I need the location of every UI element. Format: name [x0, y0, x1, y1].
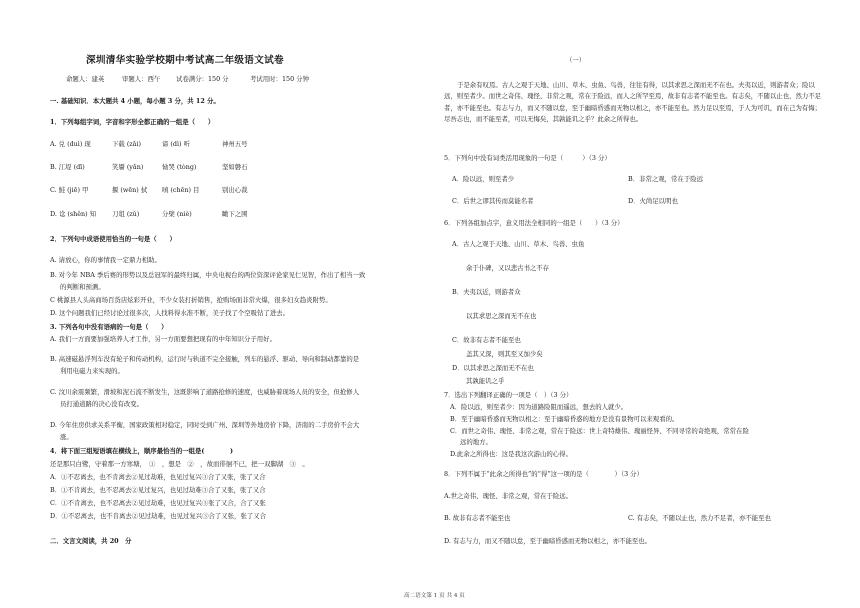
q3-option-c-cont: 员打通道路的决心没有改变。 [60, 400, 144, 408]
q1-c-c2: 揠 (wēn) 拭 [112, 186, 148, 194]
q6-option-d-pair: 其孰能讥之乎 [466, 377, 505, 385]
q8-option-d: D. 有志与力，而又不随以怠，至于幽暗昏惑而无物以相之，亦不能至也。 [444, 537, 652, 545]
q7-option-d: D.此余之所得也：这是我这次游山的心得。 [450, 450, 572, 458]
q1-d-c4: 瞰下之围 [222, 210, 248, 218]
q4-option-a: A．①不忍离去，也不肯离去②见过劫难，也见过复兴③合了又张，张了又合 [50, 473, 266, 481]
q3-option-c: C. 汶川余震频繁，滑坡和泥石流不断发生，这既影响了道路抢修的速度，也威胁着现场人员的安全，但抢修人 [50, 388, 360, 396]
meta-reviewer: 审题人：西午 [122, 75, 161, 83]
q2-option-c: C 桃源县人头高商场百货店炫彩开业，不少女装打折销售，抢购场面非常火爆，很多妇女趋炎附势。 [50, 296, 332, 304]
q1-b-c2: 笑靥 (yǎn) [112, 163, 144, 171]
q2-option-a: A. 请放心，你的事情我一定鼎力相助。 [50, 256, 161, 264]
q1-stem: 1．下列每组字词，字音和字形全都正确的一组是（ ） [50, 118, 215, 126]
q7-option-b: B．至于幽暗昏惑而无物以相之：至于幽暗昏惑的地方是没有景物可以来观看的。 [450, 415, 679, 423]
q4-passage: 还是那只白鹭，守着那一方寒塘， ① ，想是 ② ，故而徘徊不已，把一双脚湖 ③ 。 [50, 460, 309, 468]
q6-option-c-pair: 盖其又深，则其至又加少矣 [466, 350, 543, 358]
section-1-heading: 一. 基础知识．本大题共 4 小题，每小题 3 分，共 12 分。 [50, 97, 220, 105]
q6-option-c: C．故非有志者不能至也 [452, 336, 521, 344]
q1-d-c3: 分檗 (niè) [162, 210, 192, 218]
q3-option-d: D. 今年住房供求关系平衡，国家政策相对稳定，同时受到广州、深圳等外地房价下降，济南的二手房价不会大 [50, 421, 360, 429]
q7-option-a: A．险以远，则至者少：因为道路险阻而遥远，想去的人就少。 [450, 403, 628, 411]
q2-stem: 2．下列句中成语使用恰当的一句是（ ） [50, 235, 176, 243]
page-footer: 高二语文第 1 页 共 4 页 [404, 593, 465, 599]
q8-option-c: C. 有志矣，不随以止也，然力不足者，亦不能至也 [628, 514, 771, 522]
q6-option-a-pair: 余于仆碑，又以悲古书之不存 [466, 264, 550, 272]
q2-option-b-cont: 的判断和预测。 [60, 283, 105, 291]
meta-author: 命题人：建英 [66, 75, 105, 83]
q6-option-a: A．古人之观于天地、山川、草木、鸟兽、虫鱼 [452, 240, 585, 248]
q1-b-c1: B. 江堤 (dī) [50, 163, 85, 171]
q5-stem: 5．下列句中没有词类活用现象的一句是（ ）（3 分） [444, 154, 611, 162]
q3-stem: 3. 下列各句中没有语病的一句是（ ） [50, 323, 168, 331]
q5-option-c: C．后世之谬其传而莫能名者 [452, 197, 534, 205]
q8-stem: 8．下列不属于“此余之所得也”的“得”这一项的是（ ）（3 分） [444, 470, 643, 478]
q5-option-b: B．非常之观，常在于险远 [628, 175, 703, 183]
q8-option-b: B. 故非有志者不能至也 [444, 514, 511, 522]
meta-time: 考试用时：150 分钟 [250, 75, 309, 83]
q3-option-b-cont: 利用电磁力来实现的。 [60, 367, 124, 375]
exam-title: 深圳清华实验学校期中考试高二年级语文试卷 [86, 55, 284, 66]
q5-option-a: A．险以远，则至者少 [452, 175, 515, 183]
q6-option-d: D．以其求思之深而无不在也 [452, 364, 534, 372]
left-column [0, 0, 420, 608]
q1-d-c1: D. 谂 (shěn) 知 [50, 210, 97, 218]
q1-c-c3: 嗔 (chēn) 目 [162, 186, 200, 194]
q1-a-c4: 神州五号 [222, 140, 248, 148]
q8-option-a: A.世之奇伟、瑰怪、非常之观，常在于险远。 [444, 492, 573, 500]
q7-option-c: C．而世之奇伟、瑰怪、非常之观，常在于险远：世上奇特雄伟、瑰丽怪异、不同寻常的奇绝观，常常在险 [450, 427, 749, 435]
meta-score: 试卷满分：150 分 [176, 75, 229, 83]
q5-option-d: D．火尚足以明也 [628, 197, 678, 205]
classical-passage: 于是余有叹焉。古人之观于天地、山川、草木、虫鱼、鸟兽，往往有得，以其求思之深而无不在也。夫夷以近，则游者众；险以远，则至者少。而世之奇伟、瑰怪、非常之观，常在于险远，而人之所罕至焉，故非有志者不能至也。有志矣，不随以止也，然力不足者，亦不能至也。有志与力，而又不随以怠，至于幽暗昏惑而无物以相之，亦不能至也。然力足以至焉，于人为可讥，而在己为有悔；尽吾志也，而不能至者，可以无悔矣，其孰能讥之乎？此余之所得也。 [444, 81, 822, 124]
q1-a-c3: 谛 (dì) 听 [162, 140, 190, 148]
q4-option-c: C．①不肯离去，也不忍离去②见过劫难，也见过复兴③张了又合，合了又张 [50, 499, 266, 507]
q7-stem: 7．选出下列翻译正确的一项是（ ）（3 分） [444, 391, 573, 399]
q1-a-c2: 下载 (zǎi) [112, 140, 142, 148]
q7-option-c-cont: 远的地方。 [460, 438, 492, 446]
passage-header: （一） [566, 56, 586, 64]
q1-c-c4: 别出心裁 [222, 186, 248, 194]
q3-option-b: B. 高速磁悬浮列车没有轮子和传动机构，运行时与轨道不完全接触，列车的悬浮、驱动、导向和制动都靠的是 [50, 355, 360, 363]
q6-option-b-pair: 以其求思之深而无不在也 [466, 312, 537, 320]
q3-option-a: A. 我们一方面要加强培养人才工作，另一方面要想把现有的中年知识分子用好。 [50, 335, 276, 343]
q2-option-b: B. 对今年 NBA 季后赛的形势以及总冠军的最终归属，中央电视台的两位资深评论家见仁见智，作出了相当一致 [50, 271, 366, 279]
q4-option-b: B．①不肯离去，也不忍离去②见过复兴，也见过劫难③合了又张，张了又合 [50, 486, 266, 494]
q1-d-c2: 刀俎 (zǔ) [112, 210, 140, 218]
q1-b-c4: 坚如磐石 [222, 163, 248, 171]
q6-option-b: B．夫夷以近，则游者众 [452, 288, 521, 296]
q1-a-c1: A. 兑 (duì) 现 [50, 140, 91, 148]
q3-option-d-cont: 涨。 [60, 433, 73, 441]
q1-c-c1: C. 鲑 (jiē) 甲 [50, 186, 89, 194]
q4-option-d: D．①不忍离去，也不肯离去②见过劫难，也见过复兴③合了又张，张了又合 [50, 512, 267, 520]
q4-stem: 4．将下面三组短语填在横线上，顺序最恰当的一组是( ) [50, 447, 234, 455]
section-2-heading: 二．文言文阅读，共 20 分 [50, 537, 132, 545]
q6-stem: 6．下列各组加点字，意义用法全相同的一组是（ ）（3 分） [444, 219, 624, 227]
q2-option-d: D. 这个问题我们已经讨论过很多次，人找料得水准不断，美子找了个空吸钻了进去。 [50, 309, 290, 317]
q1-b-c3: 恸哭 (tòng) [162, 163, 197, 171]
right-column [430, 0, 850, 608]
